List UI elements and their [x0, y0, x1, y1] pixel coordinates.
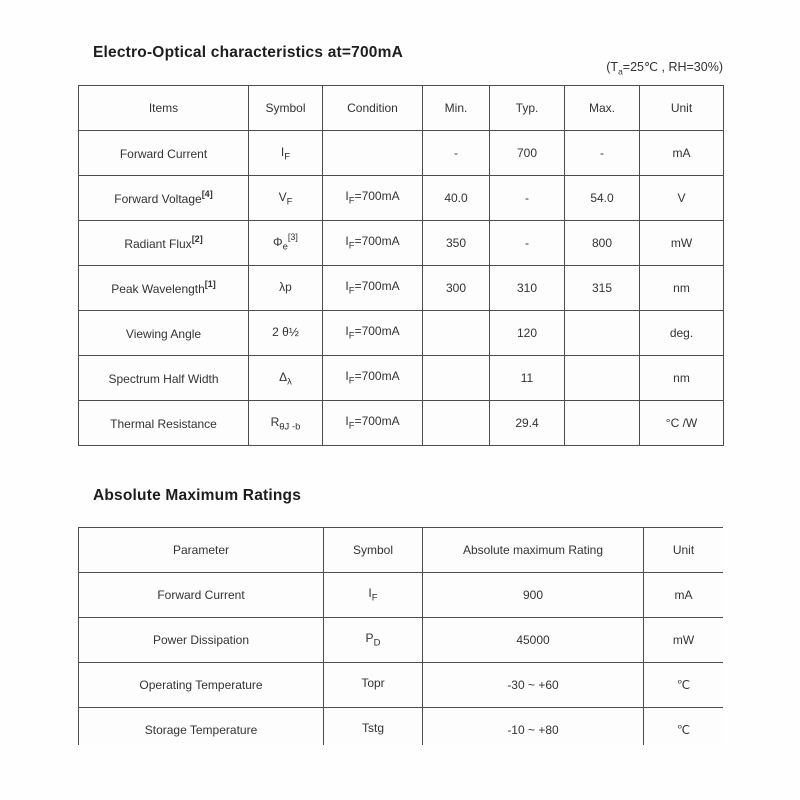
- cell-symbol: [249, 356, 323, 401]
- cell-symbol: [249, 401, 323, 446]
- symbol-sub: e: [282, 241, 288, 253]
- table-row-storage-temperature: [79, 708, 724, 746]
- cell-min: 350: [423, 221, 490, 266]
- cell-rating: -10 ~ +80: [423, 708, 644, 746]
- col-min: Min.: [423, 86, 490, 131]
- symbol-sub: λ: [287, 376, 292, 388]
- item-label: Viewing Angle: [125, 327, 202, 341]
- table-row-power-dissipation: [79, 618, 724, 663]
- cell-min: [423, 356, 490, 401]
- cell-item: [79, 356, 249, 401]
- absolute-maximum-ratings-table-wrap: [78, 527, 723, 745]
- cell-condition: $I_F=700mA$: [323, 266, 423, 311]
- cell-max: 315: [565, 266, 640, 311]
- cell-item: [79, 221, 249, 266]
- symbol-sup: [3]: [287, 232, 298, 243]
- table1-header-row: [79, 86, 724, 131]
- cell-unit: nm: [640, 356, 724, 401]
- electro-optical-table-wrap: [78, 85, 723, 446]
- col-unit: Unit: [640, 86, 724, 131]
- cell-unit: V: [640, 176, 724, 221]
- table-row-max-forward-current: [79, 573, 724, 618]
- cell-symbol: [249, 221, 323, 266]
- col-condition: Condition: [323, 86, 423, 131]
- item-label: Forward Current: [119, 147, 208, 161]
- cell-condition: $I_F=700mA$: [323, 356, 423, 401]
- cell-symbol: [324, 618, 423, 663]
- table-row-spectrum-half-width: [79, 356, 724, 401]
- item-label: Radiant Flux: [124, 237, 192, 251]
- symbol-base: 2 θ½: [272, 325, 299, 340]
- cell-item: [79, 266, 249, 311]
- note-post: =25℃ , RH=30%): [622, 60, 723, 74]
- cell-max: [565, 401, 640, 446]
- note-sub: a: [618, 66, 623, 77]
- cell-parameter: Forward Current: [79, 573, 324, 618]
- cell-min: [423, 311, 490, 356]
- symbol-base: Tstg: [361, 721, 384, 736]
- symbol-base: R: [270, 415, 280, 430]
- cell-parameter: Power Dissipation: [79, 618, 324, 663]
- cell-parameter: Operating Temperature: [79, 663, 324, 708]
- cell-symbol: [249, 131, 323, 176]
- item-ref: [1]: [204, 279, 216, 289]
- electro-optical-title: Electro-Optical characteristics at=700mA: [93, 44, 403, 61]
- cell-max: 54.0: [565, 176, 640, 221]
- symbol-base: P: [365, 631, 374, 646]
- cell-item: [79, 311, 249, 356]
- cell-unit: nm: [640, 266, 724, 311]
- symbol-base: Topr: [361, 676, 385, 691]
- cell-typ: 29.4: [490, 401, 565, 446]
- cell-condition: $I_F=700mA$: [323, 176, 423, 221]
- cell-unit: ℃: [644, 708, 724, 746]
- cell-rating: 900: [423, 573, 644, 618]
- symbol-sub: F: [371, 592, 378, 604]
- cell-symbol: [249, 311, 323, 356]
- symbol-sub: F: [286, 196, 293, 208]
- symbol-base: I: [280, 145, 285, 160]
- col-unit: Unit: [644, 528, 724, 573]
- table-row-operating-temperature: [79, 663, 724, 708]
- cell-parameter: Storage Temperature: [79, 708, 324, 746]
- absolute-maximum-ratings-title: Absolute Maximum Ratings: [93, 487, 302, 504]
- cell-condition: $I_F=700mA$: [323, 221, 423, 266]
- cell-typ: -: [490, 221, 565, 266]
- cell-unit: mA: [644, 573, 724, 618]
- cell-symbol: [324, 573, 423, 618]
- table-row-radiant-flux: [79, 221, 724, 266]
- symbol-base: Δ: [279, 370, 288, 385]
- cell-unit: °C /W: [640, 401, 724, 446]
- cell-symbol: [324, 663, 423, 708]
- col-parameter: Parameter: [79, 528, 324, 573]
- table-row-thermal-resistance: [79, 401, 724, 446]
- table-row-peak-wavelength: [79, 266, 724, 311]
- cell-max: 800: [565, 221, 640, 266]
- cell-max: -: [565, 131, 640, 176]
- symbol-base: Φ: [273, 235, 283, 250]
- cell-unit: deg.: [640, 311, 724, 356]
- cell-symbol: [324, 708, 423, 746]
- test-conditions-note: [606, 59, 723, 77]
- symbol-base: I: [368, 586, 372, 601]
- symbol-base: V: [278, 190, 287, 205]
- cell-rating: 45000: [423, 618, 644, 663]
- symbol-sub: D: [373, 637, 381, 649]
- cell-condition: $I_F=700mA$: [323, 401, 423, 446]
- table2-header-row: [79, 528, 724, 573]
- note-pre: (T: [606, 60, 619, 74]
- cell-unit: ℃: [644, 663, 724, 708]
- cell-symbol: [249, 176, 323, 221]
- cell-item: [79, 401, 249, 446]
- cell-unit: mW: [644, 618, 724, 663]
- cell-rating: -30 ~ +60: [423, 663, 644, 708]
- col-typ: Typ.: [490, 86, 565, 131]
- symbol-base: λp: [279, 280, 292, 295]
- item-ref: [4]: [201, 189, 213, 199]
- cell-min: [423, 401, 490, 446]
- cell-symbol: [249, 266, 323, 311]
- cell-typ: 310: [490, 266, 565, 311]
- cell-item: [79, 176, 249, 221]
- cell-min: 40.0: [423, 176, 490, 221]
- table-row-viewing-angle: [79, 311, 724, 356]
- table-row-forward-voltage: [79, 176, 724, 221]
- cell-typ: -: [490, 176, 565, 221]
- cell-typ: 700: [490, 131, 565, 176]
- cell-condition: [323, 131, 423, 176]
- item-label: Thermal Resistance: [110, 417, 217, 431]
- table-row-forward-current: [79, 131, 724, 176]
- col-symbol: Symbol: [324, 528, 423, 573]
- cell-item: [79, 131, 249, 176]
- cell-unit: mA: [640, 131, 724, 176]
- symbol-sub: θJ -b: [279, 421, 301, 433]
- item-ref: [2]: [191, 234, 203, 244]
- cell-min: 300: [423, 266, 490, 311]
- item-label: Spectrum Half Width: [108, 372, 219, 386]
- cell-unit: mW: [640, 221, 724, 266]
- cell-typ: 120: [490, 311, 565, 356]
- cell-max: [565, 311, 640, 356]
- col-items: Items: [79, 86, 249, 131]
- col-absolute-maximum-rating: Absolute maximum Rating: [423, 528, 644, 573]
- cell-typ: 11: [490, 356, 565, 401]
- electro-optical-table: [78, 85, 724, 446]
- cell-max: [565, 356, 640, 401]
- absolute-maximum-ratings-table: [78, 527, 723, 745]
- item-label: Peak Wavelength: [111, 282, 205, 296]
- symbol-sub: F: [284, 151, 291, 163]
- col-symbol: Symbol: [249, 86, 323, 131]
- cell-condition: $I_F=700mA$: [323, 311, 423, 356]
- cell-min: -: [423, 131, 490, 176]
- col-max: Max.: [565, 86, 640, 131]
- item-label: Forward Voltage: [114, 192, 202, 206]
